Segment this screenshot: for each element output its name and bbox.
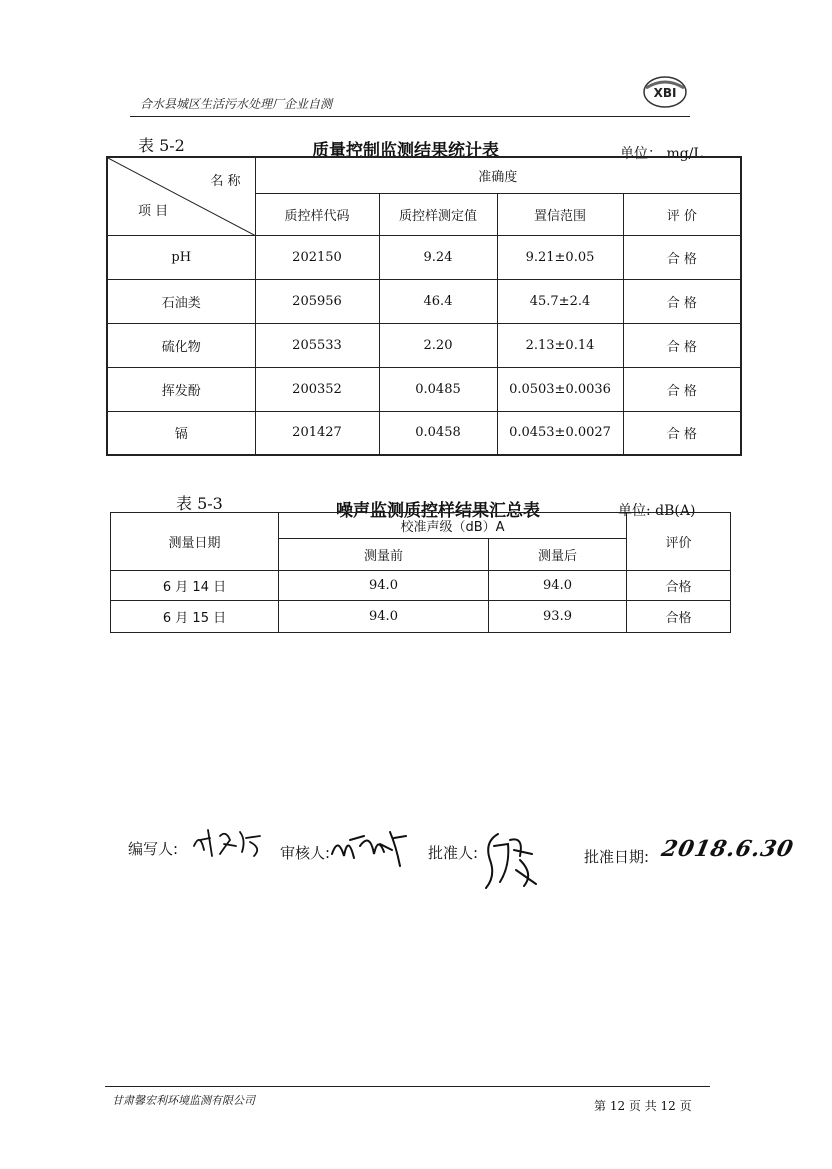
- approver-label: 批准人:: [428, 844, 479, 862]
- value-cell: 0.0485: [379, 367, 497, 411]
- item-cell: 镉: [107, 411, 255, 455]
- value-cell: 2.20: [379, 323, 497, 367]
- item-cell: pH: [107, 235, 255, 279]
- document-header-title: 合水县城区生活污水处理厂企业自测: [140, 97, 333, 111]
- code-cell: 205533: [255, 323, 379, 367]
- page-number: 第 12 页 共 12 页: [594, 1099, 692, 1113]
- table-row: [107, 367, 741, 411]
- table-5-2-title: 质量控制监测结果统计表: [312, 141, 499, 161]
- after-cell: 94.0: [489, 571, 627, 601]
- reviewer-signature: [330, 826, 410, 872]
- after-measure-header: 测量后: [489, 539, 627, 571]
- table-row: [107, 323, 741, 367]
- approver-signature: [480, 826, 540, 896]
- item-cell: 硫化物: [107, 323, 255, 367]
- evaluation-header: 评价: [627, 513, 731, 571]
- evaluation-cell: 合格: [627, 571, 731, 601]
- before-cell: 94.0: [279, 601, 489, 633]
- column-header: 置信范围: [497, 193, 623, 235]
- code-cell: 201427: [255, 411, 379, 455]
- diagonal-name-label: 名 称: [210, 174, 241, 189]
- diagonal-item-label: 项 目: [138, 203, 169, 219]
- range-cell: 0.0453±0.0027: [497, 411, 623, 455]
- before-measure-header: 测量前: [279, 539, 489, 571]
- writer-signature: [190, 826, 270, 860]
- code-cell: 205956: [255, 279, 379, 323]
- footer-company-name: 甘肃馨宏利环境监测有限公司: [112, 1094, 255, 1107]
- noise-qc-table: [110, 512, 731, 633]
- code-cell: 202150: [255, 235, 379, 279]
- item-cell: 挥发酚: [107, 367, 255, 411]
- column-header: 质控样代码: [255, 193, 379, 235]
- date-cell: 6 月 14 日: [111, 571, 279, 601]
- diagonal-header-cell: [107, 157, 255, 235]
- writer-label: 编写人:: [128, 840, 179, 858]
- table-row: [107, 235, 741, 279]
- range-cell: 2.13±0.14: [497, 323, 623, 367]
- evaluation-cell: 合 格: [623, 411, 741, 455]
- reviewer-label: 审核人:: [280, 844, 331, 862]
- date-cell: 6 月 15 日: [111, 601, 279, 633]
- range-cell: 0.0503±0.0036: [497, 367, 623, 411]
- table-row: [107, 411, 741, 455]
- table-5-2-unit: 单位： mg/L: [620, 146, 703, 162]
- range-cell: 9.21±0.05: [497, 235, 623, 279]
- evaluation-cell: 合 格: [623, 279, 741, 323]
- calibration-level-header: 校准声级（dB）A: [279, 513, 627, 539]
- code-cell: 200352: [255, 367, 379, 411]
- value-cell: 46.4: [379, 279, 497, 323]
- value-cell: 0.0458: [379, 411, 497, 455]
- after-cell: 93.9: [489, 601, 627, 633]
- header-divider: [130, 116, 690, 117]
- accuracy-group-header: 准确度: [255, 157, 741, 193]
- evaluation-cell: 合 格: [623, 235, 741, 279]
- approval-date-value: 2018.6.30: [659, 836, 797, 862]
- item-cell: 石油类: [107, 279, 255, 323]
- measure-date-header: 测量日期: [111, 513, 279, 571]
- evaluation-cell: 合 格: [623, 367, 741, 411]
- column-header: 质控样测定值: [379, 193, 497, 235]
- table-row: [111, 571, 731, 601]
- before-cell: 94.0: [279, 571, 489, 601]
- approval-date-label: 批准日期:: [584, 848, 650, 866]
- column-header: 评 价: [623, 193, 741, 235]
- footer-divider: [105, 1086, 710, 1087]
- table-5-3-label: 表 5-3: [176, 494, 223, 513]
- range-cell: 45.7±2.4: [497, 279, 623, 323]
- evaluation-cell: 合 格: [623, 323, 741, 367]
- value-cell: 9.24: [379, 235, 497, 279]
- table-row: [107, 279, 741, 323]
- table-5-2-label: 表 5-2: [138, 136, 185, 155]
- logo-text: XBI: [653, 86, 677, 100]
- evaluation-cell: 合格: [627, 601, 731, 633]
- table-5-3-title: 噪声监测质控样结果汇总表: [336, 501, 540, 521]
- table-row: [111, 601, 731, 633]
- quality-control-table: [106, 156, 742, 456]
- table-5-3-unit: 单位: dB(A): [618, 503, 696, 519]
- company-logo: [640, 72, 690, 112]
